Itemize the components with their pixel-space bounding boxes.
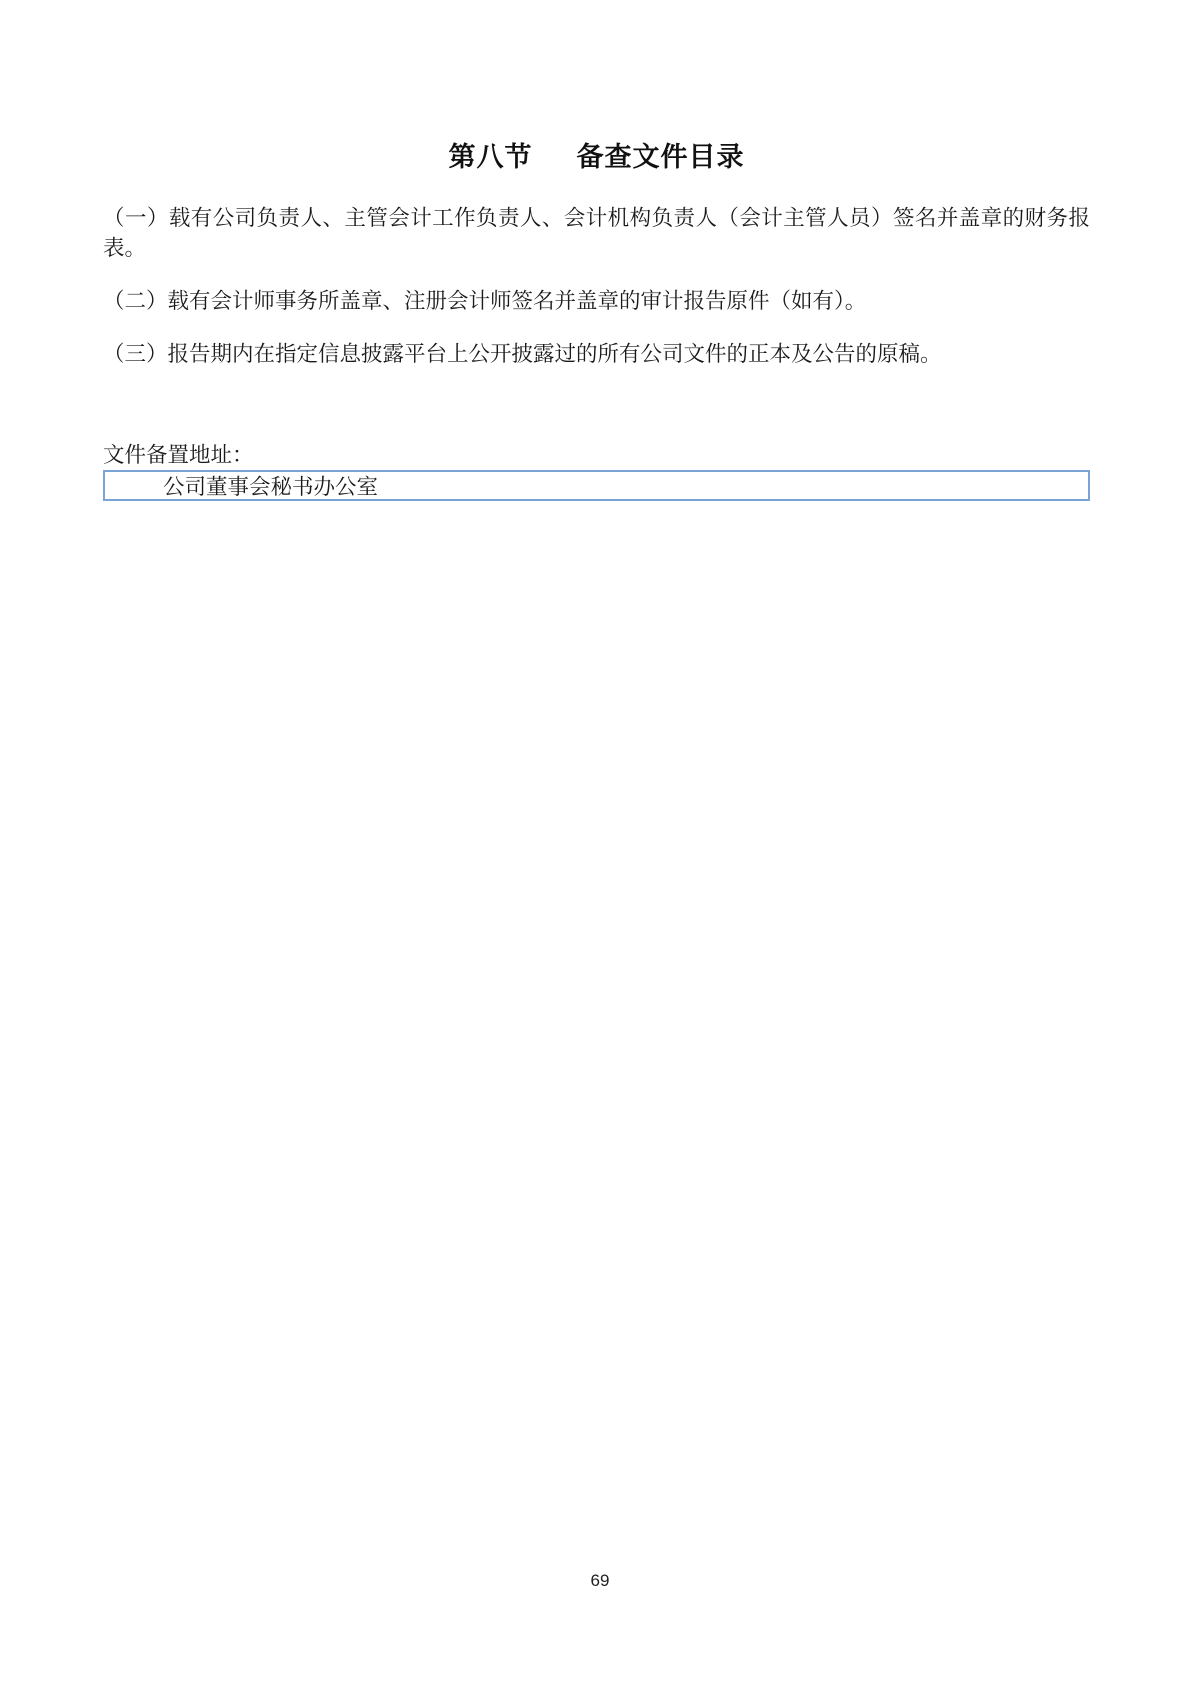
- document-page-content: [103, 0, 1090, 501]
- page-number: 69: [590, 1571, 610, 1590]
- section-number: 第八节: [448, 142, 533, 172]
- filing-location-box: [103, 470, 1090, 501]
- paragraph-disclosed-documents: （三）报告期内在指定信息披露平台上公开披露过的所有公司文件的正本及公告的原稿。: [103, 342, 942, 366]
- filing-location-value: 公司董事会秘书办公室: [163, 475, 379, 499]
- paragraph-financial-statements: （一）载有公司负责人、主管会计工作负责人、会计机构负责人（会计主管人员）签名并盖章的财务报表。: [103, 206, 1090, 260]
- filing-location-label: 文件备置地址：: [103, 443, 254, 467]
- section-heading: 备查文件目录: [576, 142, 745, 172]
- section-title: [103, 138, 1090, 176]
- paragraph-audit-report: （二）载有会计师事务所盖章、注册会计师签名并盖章的审计报告原件（如有）。: [103, 289, 867, 313]
